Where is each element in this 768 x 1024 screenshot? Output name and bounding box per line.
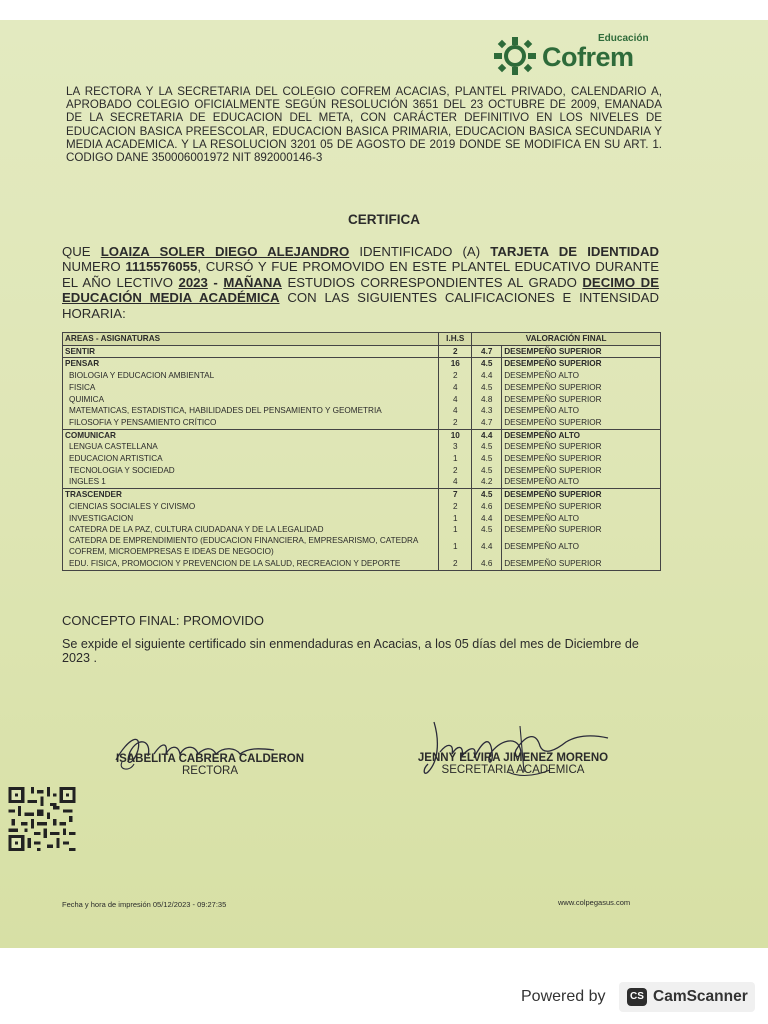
- score-cell: 4.4: [472, 536, 502, 558]
- subject-name: INVESTIGACION: [63, 513, 439, 525]
- school-year: 2023: [178, 274, 208, 290]
- score-cell: 4.5: [472, 489, 502, 501]
- camscanner-badge: [619, 982, 755, 1012]
- table-row: [63, 465, 661, 477]
- subject-name: LENGUA CASTELLANA: [63, 441, 439, 453]
- performance-level: DESEMPEÑO ALTO: [502, 429, 661, 441]
- performance-level: DESEMPEÑO SUPERIOR: [502, 345, 661, 358]
- school-shift: MAÑANA: [223, 274, 282, 290]
- document-number: 1115576055: [125, 259, 198, 275]
- year-shift-separator: -: [213, 274, 218, 290]
- score-cell: 4.7: [472, 417, 502, 429]
- secretary-role: SECRETARIA ACADEMICA: [441, 764, 585, 776]
- ihs-cell: 4: [439, 382, 472, 394]
- subject-name: EDU. FISICA, PROMOCION Y PREVENCION DE LA SALUD, RECREACION Y DEPORTE: [63, 558, 439, 570]
- grades-table: [62, 332, 661, 571]
- subject-name: CATEDRA DE EMPRENDIMIENTO (EDUCACION FINANCIERA, EMPRESARISMO, CATEDRA COFREM, MICROEMPRESAS E IDEAS DE NEGOCIO): [63, 536, 439, 558]
- performance-level: DESEMPEÑO SUPERIOR: [502, 465, 661, 477]
- performance-level: DESEMPEÑO ALTO: [502, 405, 661, 417]
- score-cell: 4.6: [472, 558, 502, 570]
- body-text-5: ESTUDIOS CORRESPONDIENTES AL GRADO: [287, 274, 577, 290]
- score-cell: 4.7: [472, 345, 502, 358]
- ihs-cell: 2: [439, 417, 472, 429]
- subject-name: TECNOLOGIA Y SOCIEDAD: [63, 465, 439, 477]
- score-cell: 4.4: [472, 429, 502, 441]
- subject-name: MATEMATICAS, ESTADISTICA, HABILIDADES DEL PENSAMIENTO Y GEOMETRIA: [63, 405, 439, 417]
- ihs-cell: 3: [439, 441, 472, 453]
- table-row: [63, 476, 661, 488]
- area-row: [63, 429, 661, 441]
- table-row: [63, 536, 661, 558]
- subject-name: CIENCIAS SOCIALES Y CIVISMO: [63, 501, 439, 513]
- table-row: [63, 501, 661, 513]
- ihs-cell: 10: [439, 429, 472, 441]
- area-name: TRASCENDER: [63, 489, 439, 501]
- area-row: [63, 489, 661, 501]
- cofrem-logo: [490, 30, 660, 78]
- performance-level: DESEMPEÑO SUPERIOR: [502, 394, 661, 406]
- body-text-2: IDENTIFICADO (A): [359, 244, 481, 259]
- website-url: www.colpegasus.com: [558, 898, 631, 907]
- camscanner-logo-icon: CS: [627, 988, 647, 1006]
- score-cell: 4.5: [472, 358, 502, 370]
- rector-name: ISABELITA CABRERA CALDERON: [115, 753, 305, 765]
- table-row: [63, 558, 661, 570]
- performance-level: DESEMPEÑO SUPERIOR: [502, 558, 661, 570]
- area-name: PENSAR: [63, 358, 439, 370]
- student-name: LOAIZA SOLER DIEGO ALEJANDRO: [100, 244, 350, 259]
- table-row: [63, 524, 661, 536]
- print-timestamp: Fecha y hora de impresión 05/12/2023 - 09:27:35: [62, 900, 227, 909]
- table-row: [63, 513, 661, 525]
- certification-paragraph: [62, 244, 659, 321]
- score-cell: 4.5: [472, 382, 502, 394]
- subject-name: INGLES 1: [63, 476, 439, 488]
- body-text-1: QUE: [62, 244, 91, 259]
- performance-level: DESEMPEÑO SUPERIOR: [502, 524, 661, 536]
- intro-paragraph: LA RECTORA Y LA SECRETARIA DEL COLEGIO COFREM ACACIAS, PLANTEL PRIVADO, CALENDARIO A, APROBADO COLEGIO OFICIALMENTE SEGÚN RESOLUCIÓN 3651 DEL 23 OCTUBRE DE 2009, EMANADA DE LA SECRETARIA DE EDUCACION DEL META, CON CARÁCTER DEFINITIVO EN LOS NIVELES DE EDUCACION BASICA PREESCOLAR, EDUCACION BASICA PRIMARIA, EDUCACION BASICA SECUNDARIA Y MEDIA ACADEMICA. Y LA RESOLUCION 3201 05 DE AGOSTO DE 2019 DONDE SE MODIFICA EN SU ART. 1. CODIGO DANE 350006001972 NIT 892000146-3: [66, 85, 662, 165]
- subject-name: QUIMICA: [63, 394, 439, 406]
- subject-name: FILOSOFIA Y PENSAMIENTO CRÍTICO: [63, 417, 439, 429]
- logo-subtitle: Educación: [598, 33, 649, 44]
- ihs-cell: 1: [439, 513, 472, 525]
- score-cell: 4.5: [472, 465, 502, 477]
- performance-level: DESEMPEÑO ALTO: [502, 513, 661, 525]
- performance-level: DESEMPEÑO ALTO: [502, 536, 661, 558]
- score-cell: 4.2: [472, 476, 502, 488]
- table-row: [63, 382, 661, 394]
- ihs-cell: 2: [439, 558, 472, 570]
- area-name: SENTIR: [63, 345, 439, 358]
- performance-level: DESEMPEÑO SUPERIOR: [502, 501, 661, 513]
- subject-name: FISICA: [63, 382, 439, 394]
- score-cell: 4.4: [472, 513, 502, 525]
- cofrem-logo-icon: [490, 36, 540, 76]
- score-cell: 4.8: [472, 394, 502, 406]
- ihs-cell: 7: [439, 489, 472, 501]
- grade-name: DECIMO DE EDUCACIÓN MEDIA ACADÉMICA: [62, 274, 660, 306]
- table-row: [63, 370, 661, 382]
- ihs-cell: 2: [439, 345, 472, 358]
- subject-name: EDUCACION ARTISTICA: [63, 453, 439, 465]
- final-concept: CONCEPTO FINAL: PROMOVIDO: [62, 613, 265, 628]
- table-row: [63, 441, 661, 453]
- document-type: TARJETA DE IDENTIDAD: [490, 244, 659, 259]
- table-row: [63, 405, 661, 417]
- body-text-3: NUMERO: [62, 259, 121, 275]
- logo-brand: Cofrem: [542, 42, 634, 72]
- table-row: [63, 394, 661, 406]
- score-cell: 4.5: [472, 441, 502, 453]
- ihs-cell: 4: [439, 394, 472, 406]
- performance-level: DESEMPEÑO ALTO: [502, 370, 661, 382]
- performance-level: DESEMPEÑO SUPERIOR: [502, 382, 661, 394]
- performance-level: DESEMPEÑO SUPERIOR: [502, 417, 661, 429]
- performance-level: DESEMPEÑO SUPERIOR: [502, 441, 661, 453]
- area-row: [63, 358, 661, 370]
- ihs-cell: 4: [439, 405, 472, 417]
- body-text-4: , CURSÓ Y FUE PROMOVIDO EN ESTE PLANTEL EDUCATIVO DURANTE EL AÑO LECTIVO: [62, 259, 660, 290]
- camscanner-brand: CamScanner: [653, 988, 748, 1005]
- score-cell: 4.3: [472, 405, 502, 417]
- score-cell: 4.5: [472, 524, 502, 536]
- ihs-cell: 1: [439, 453, 472, 465]
- score-cell: 4.6: [472, 501, 502, 513]
- ihs-cell: 2: [439, 370, 472, 382]
- qr-code-icon: [8, 787, 76, 851]
- performance-level: DESEMPEÑO ALTO: [502, 476, 661, 488]
- powered-by-text: Powered by: [521, 988, 606, 1005]
- ihs-cell: 1: [439, 524, 472, 536]
- area-row: [63, 345, 661, 358]
- score-cell: 4.5: [472, 453, 502, 465]
- secretary-signature-block: [405, 752, 621, 776]
- ihs-cell: 2: [439, 465, 472, 477]
- ihs-cell: 16: [439, 358, 472, 370]
- subject-name: BIOLOGIA Y EDUCACION AMBIENTAL: [63, 370, 439, 382]
- subject-name: CATEDRA DE LA PAZ, CULTURA CIUDADANA Y DE LA LEGALIDAD: [63, 524, 439, 536]
- header-valoracion: VALORACIÓN FINAL: [472, 333, 661, 346]
- table-header-row: [63, 333, 661, 346]
- ihs-cell: 2: [439, 501, 472, 513]
- secretary-name: JENNY ELVIRA JIMENEZ MORENO: [417, 752, 609, 764]
- body-text-6: CON LAS SIGUIENTES CALIFICACIONES E INTENSIDAD HORARIA:: [62, 290, 659, 321]
- area-name: COMUNICAR: [63, 429, 439, 441]
- ihs-cell: 4: [439, 476, 472, 488]
- document-title: CERTIFICA: [348, 212, 420, 227]
- header-ihs: I.H.S: [439, 333, 472, 346]
- performance-level: DESEMPEÑO SUPERIOR: [502, 489, 661, 501]
- score-cell: 4.4: [472, 370, 502, 382]
- table-row: [63, 453, 661, 465]
- issue-statement: Se expide el siguiente certificado sin enmendaduras en Acacias, a los 05 días del mes de Diciembre de 2023 .: [62, 637, 639, 665]
- performance-level: DESEMPEÑO SUPERIOR: [502, 358, 661, 370]
- header-areas: AREAS - ASIGNATURAS: [63, 333, 439, 346]
- ihs-cell: 1: [439, 536, 472, 558]
- rector-role: RECTORA: [181, 765, 239, 777]
- performance-level: DESEMPEÑO SUPERIOR: [502, 453, 661, 465]
- rector-signature-block: [100, 753, 320, 777]
- table-row: [63, 417, 661, 429]
